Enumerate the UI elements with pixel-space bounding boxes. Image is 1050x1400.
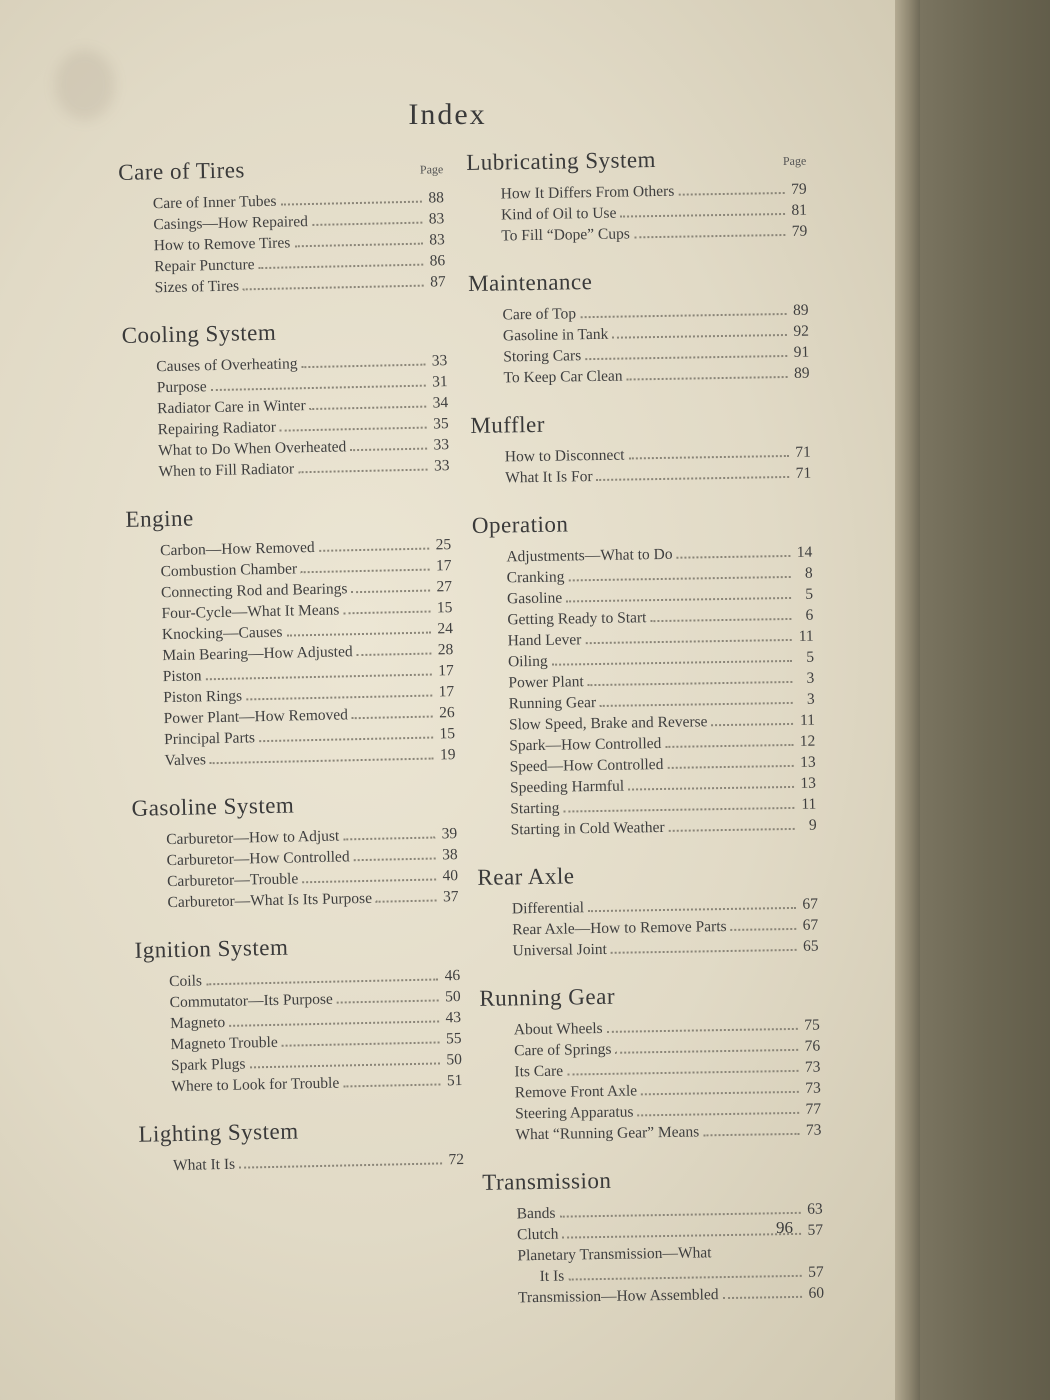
section-header [121, 316, 446, 349]
dot-leader [259, 264, 424, 269]
section-header [479, 981, 819, 1012]
entry-label: Speed—How Controlled [509, 755, 664, 776]
entry-label: Repairing Radiator [157, 418, 277, 439]
entry-label: How It Differs From Others [500, 182, 675, 203]
section-entries [468, 300, 809, 389]
dot-leader [588, 907, 796, 912]
dot-leader [301, 569, 430, 574]
entry-page-number: 60 [808, 1284, 825, 1302]
dot-leader [568, 1275, 801, 1281]
entry-label: About Wheels [513, 1019, 603, 1039]
entry-page-number: 77 [805, 1100, 822, 1118]
entry-page-number: 83 [429, 231, 445, 249]
dot-leader [206, 978, 438, 985]
entry-page-number: 17 [438, 662, 454, 680]
entry-label: To Keep Car Clean [503, 367, 623, 387]
entry-page-number: 87 [429, 273, 446, 291]
entry-label: Carburetor—How Controlled [166, 848, 350, 870]
entry-page-number: 65 [802, 937, 819, 955]
entry-page-number: 12 [799, 732, 816, 750]
entry-page-number: 43 [445, 1009, 462, 1027]
entry-label: Storing Cars [503, 347, 582, 366]
dot-leader [611, 949, 797, 954]
index-section-rear-axle [477, 860, 818, 962]
dot-leader [703, 1133, 799, 1137]
entry-label: Care of Inner Tubes [152, 192, 277, 213]
entry-page-number: 67 [802, 895, 819, 913]
entry-label: What to Do When Overheated [157, 438, 347, 460]
dot-leader [351, 590, 430, 594]
entry-label: Where to Look for Trouble [171, 1074, 340, 1096]
dot-leader [312, 222, 422, 226]
entry-page-number: 9 [808, 816, 817, 834]
entry-label: Care of Springs [514, 1040, 612, 1060]
entry-label: Coils [169, 972, 203, 991]
entry-page-number: 31 [432, 373, 448, 391]
entry-label: Planetary Transmission—What [517, 1244, 712, 1265]
index-entry [503, 363, 809, 389]
entry-label: Repair Puncture [154, 256, 255, 276]
entry-page-number: 88 [428, 189, 445, 207]
entry-label: Spark—How Controlled [509, 735, 662, 755]
entry-page-number: 73 [804, 1058, 821, 1076]
dot-leader [585, 355, 787, 360]
section-entries [139, 1149, 464, 1177]
entry-label: Oiling [507, 652, 548, 671]
section-entries [119, 187, 446, 299]
entry-page-number: 25 [435, 536, 452, 554]
entry-label: Running Gear [508, 694, 597, 713]
section-title: Care of Tires [118, 157, 246, 185]
entry-page-number: 15 [436, 599, 453, 617]
dot-leader [350, 448, 427, 452]
entry-label: Kind of Oil to Use [500, 204, 617, 224]
entry-label: Getting Ready to Start [507, 609, 647, 629]
dot-leader [731, 928, 797, 931]
entry-page-number: 73 [805, 1121, 822, 1139]
dot-leader [298, 469, 427, 474]
entry-label: Steering Apparatus [515, 1103, 634, 1123]
entry-label: Transmission—How Assembled [517, 1286, 719, 1307]
dot-leader [711, 723, 793, 726]
dot-leader [580, 313, 786, 318]
dot-leader [357, 653, 432, 657]
index-entry [511, 815, 817, 841]
index-section-engine [125, 500, 455, 772]
section-title: Running Gear [479, 983, 616, 1011]
index-entry [518, 1283, 824, 1309]
section-header [472, 508, 812, 539]
entry-page-number: 6 [805, 606, 814, 624]
entry-page-number: 17 [435, 557, 452, 575]
book-binding [920, 0, 1050, 1400]
index-entry [517, 1241, 824, 1288]
section-header [134, 931, 459, 964]
entry-page-number: 71 [795, 443, 811, 461]
dot-leader [677, 555, 791, 559]
dot-leader [337, 999, 439, 1003]
entry-page-number: 15 [439, 725, 456, 743]
dot-leader [600, 702, 793, 707]
dot-leader [319, 548, 429, 552]
page-title: Index [408, 98, 487, 131]
section-entries [467, 179, 808, 247]
dot-leader [566, 597, 791, 603]
index-entry [515, 1120, 821, 1146]
entry-label: Commutator—Its Purpose [169, 990, 333, 1012]
entry-page-number: 92 [793, 322, 810, 340]
entry-label: Four-Cycle—What It Means [161, 601, 340, 623]
entry-page-number: 35 [432, 415, 449, 433]
index-section-operation [472, 508, 817, 841]
dot-leader [259, 737, 433, 743]
entry-page-number: 75 [804, 1016, 820, 1034]
index-section-maintenance [468, 266, 810, 389]
index-entry [173, 1149, 464, 1176]
entry-label: Cranking [506, 568, 565, 587]
dot-leader [294, 243, 423, 248]
section-entries [483, 1199, 825, 1309]
dot-leader [588, 681, 793, 686]
entry-page-number: 73 [805, 1079, 821, 1097]
index-column-left [118, 153, 465, 1201]
entry-label: Gasoline in Tank [502, 325, 609, 345]
dot-leader [627, 376, 788, 381]
dot-leader [629, 455, 789, 460]
entry-label: Causes of Overheating [156, 355, 298, 376]
dot-leader [250, 1062, 441, 1068]
dot-leader [376, 899, 437, 902]
entry-label: What “Running Gear” Means [515, 1123, 700, 1144]
cover-edge [895, 0, 920, 1400]
entry-page-number: 63 [807, 1200, 823, 1218]
entry-label: Power Plant [508, 673, 584, 692]
dot-leader [246, 695, 432, 701]
index-section-lubricating-system [466, 145, 807, 247]
entry-page-number: 33 [431, 352, 448, 370]
entry-page-number: 13 [800, 753, 816, 771]
section-header [482, 1165, 822, 1196]
entry-label: What It Is [172, 1155, 236, 1175]
entry-label: Carburetor—Trouble [166, 870, 299, 891]
entry-label: Magneto Trouble [170, 1033, 278, 1054]
entry-label: Main Bearing—How Adjusted [162, 643, 353, 665]
dot-leader [597, 476, 790, 481]
dot-leader [229, 1020, 439, 1026]
dot-leader [281, 201, 422, 206]
dot-leader [352, 716, 433, 720]
dot-leader [607, 1028, 798, 1033]
entry-label: Differential [511, 899, 585, 918]
entry-page-number: 8 [804, 564, 813, 582]
index-section-transmission [482, 1165, 824, 1309]
entry-label: Remove Front Axle [514, 1082, 638, 1102]
entry-label: How to Disconnect [504, 446, 625, 466]
entry-label: Principal Parts [163, 729, 256, 749]
entry-label: Spark Plugs [170, 1055, 246, 1075]
entry-label: Care of Top [502, 305, 577, 324]
entry-page-number: 39 [441, 825, 458, 843]
entry-page-number: 11 [799, 711, 816, 729]
entry-page-number: 19 [439, 746, 456, 764]
dot-leader [280, 427, 427, 432]
entry-label: Casings—How Repaired [153, 213, 309, 234]
section-header [468, 266, 808, 297]
entry-page-number: 50 [444, 988, 461, 1006]
dot-leader [585, 639, 791, 644]
section-entries [126, 534, 456, 772]
section-title: Muffler [470, 411, 546, 438]
index-column-right [466, 145, 825, 1333]
entry-label: Universal Joint [512, 940, 607, 960]
index-entry [505, 463, 811, 489]
dot-leader [552, 660, 792, 666]
dot-leader [302, 878, 436, 883]
section-title: Lubricating System [466, 147, 657, 175]
entry-page-number: 91 [793, 343, 810, 361]
dot-leader [628, 786, 794, 791]
section-header [125, 500, 450, 533]
section-entries [135, 965, 463, 1098]
section-title: Transmission [482, 1167, 612, 1195]
entry-page-number: 83 [428, 210, 445, 228]
entry-page-number: 26 [438, 704, 455, 722]
entry-label: Starting in Cold Weather [510, 818, 665, 839]
entry-label: Sizes of Tires [154, 277, 240, 297]
index-section-cooling-system [121, 316, 449, 483]
entry-label: What It Is For [505, 468, 593, 487]
entry-page-number: 3 [806, 690, 815, 708]
entry-page-number: 33 [433, 436, 450, 454]
dot-leader [615, 1049, 798, 1054]
dot-leader [562, 1233, 801, 1239]
dot-leader [612, 334, 787, 339]
entry-page-number: 72 [448, 1150, 465, 1169]
entry-label: To Fill “Dope” Cups [501, 225, 630, 245]
entry-label: Piston [162, 667, 202, 686]
entry-page-number: 5 [806, 648, 815, 666]
entry-page-number: 27 [436, 578, 453, 596]
entry-label: Its Care [514, 1062, 564, 1081]
dot-leader [678, 192, 784, 196]
entry-page-number: 76 [804, 1037, 821, 1055]
section-title: Ignition System [134, 934, 289, 963]
dot-leader [667, 765, 793, 769]
entry-page-number: 33 [433, 457, 450, 475]
entry-page-number: 17 [438, 683, 455, 701]
entry-label: Piston Rings [163, 687, 243, 707]
page-number: 96 [776, 1218, 793, 1237]
entry-label: Carburetor—How to Adjust [166, 827, 340, 849]
section-entries [480, 1015, 822, 1146]
section-entries [122, 350, 450, 483]
section-title: Maintenance [467, 269, 593, 296]
section-header [118, 153, 443, 186]
dot-leader [239, 1162, 442, 1168]
section-title: Operation [471, 511, 569, 538]
entry-label: Combustion Chamber [160, 560, 298, 581]
page-column-header: Page [419, 162, 444, 177]
section-entries [132, 823, 459, 914]
entry-label: Power Plant—How Removed [163, 706, 349, 728]
section-entries [472, 542, 817, 841]
entry-page-number: 37 [442, 888, 459, 906]
entry-label: Bands [516, 1204, 556, 1223]
entry-page-number: 13 [800, 774, 817, 792]
page-column-header: Page [782, 153, 807, 169]
dot-leader [723, 1296, 802, 1299]
entry-label: Connecting Rod and Bearings [160, 580, 348, 602]
dot-leader [620, 213, 785, 218]
index-section-running-gear [479, 981, 821, 1146]
section-title: Lighting System [138, 1118, 299, 1147]
entry-page-number: 11 [798, 627, 814, 645]
entry-page-number: 86 [429, 252, 446, 270]
entry-label: Rear Axle—How to Remove Parts [512, 918, 727, 939]
section-title: Cooling System [121, 319, 277, 348]
dot-leader [343, 1083, 440, 1087]
section-title: Engine [125, 505, 194, 532]
dot-leader [343, 611, 430, 615]
entry-label: Valves [164, 751, 207, 770]
dot-leader [641, 1091, 799, 1095]
section-header [477, 860, 817, 891]
entry-label: Radiator Care in Winter [157, 397, 306, 418]
entry-page-number: 81 [791, 201, 808, 219]
entry-label: Purpose [156, 378, 207, 397]
entry-label: Knocking—Causes [161, 623, 283, 644]
entry-label: Carburetor—What Is Its Purpose [167, 889, 373, 912]
entry-page-number: 40 [442, 867, 459, 885]
index-section-lighting-system [138, 1115, 464, 1177]
entry-page-number: 57 [807, 1221, 824, 1239]
entry-page-number: 11 [801, 795, 817, 813]
entry-page-number: 57 [808, 1263, 824, 1281]
dot-leader [568, 576, 790, 581]
entry-page-number: 14 [796, 543, 813, 561]
dot-leader [206, 674, 432, 681]
entry-label: Hand Lever [507, 631, 582, 650]
section-header [466, 145, 806, 176]
dot-leader [567, 1070, 798, 1076]
entry-label: When to Fill Radiator [158, 460, 295, 481]
entry-page-number: 50 [446, 1050, 463, 1069]
entry-label: Carbon—How Removed [160, 538, 315, 560]
dot-leader [310, 406, 427, 410]
dot-leader [282, 1041, 440, 1046]
entry-label: How to Remove Tires [153, 234, 291, 255]
dot-leader [287, 632, 431, 637]
entry-page-number: 79 [791, 222, 808, 240]
index-entry [512, 936, 818, 962]
entry-page-number: 3 [806, 669, 815, 687]
section-header [470, 408, 810, 439]
dot-leader [354, 858, 436, 862]
entry-page-number: 24 [437, 620, 454, 638]
entry-page-number: 34 [432, 394, 449, 412]
entry-label: Speeding Harmful [509, 777, 625, 797]
section-header [131, 789, 456, 822]
entry-page-number: 89 [793, 364, 810, 382]
dot-leader [634, 234, 785, 238]
entry-page-number: 79 [791, 180, 807, 198]
entry-page-number: 28 [437, 641, 454, 659]
dot-leader [210, 758, 434, 765]
dot-leader [343, 837, 435, 841]
dot-leader [638, 1112, 800, 1117]
section-entries [478, 894, 819, 962]
section-title: Gasoline System [131, 792, 295, 821]
entry-page-number: 89 [792, 301, 809, 319]
dot-leader [563, 807, 794, 813]
entry-label: Clutch [516, 1225, 559, 1244]
entry-page-number: 38 [441, 846, 458, 864]
dot-leader [302, 364, 426, 369]
entry-page-number: 55 [445, 1030, 462, 1048]
entry-label: Slow Speed, Brake and Reverse [508, 713, 708, 734]
entry-page-number: 67 [802, 916, 819, 934]
index-section-gasoline-system [131, 789, 458, 914]
index-entry [501, 221, 807, 247]
dot-leader [669, 828, 795, 832]
entry-page-number: 46 [444, 967, 461, 985]
dot-leader [560, 1212, 801, 1218]
index-section-ignition-system [134, 931, 462, 1098]
entry-label: Magneto [169, 1013, 226, 1033]
entry-label: Starting [510, 799, 560, 818]
dot-leader [243, 285, 424, 291]
index-section-muffler [470, 408, 811, 489]
entry-page-number: 5 [805, 585, 814, 603]
index-section-care-of-tires [118, 153, 446, 299]
entry-label: Gasoline [506, 589, 563, 608]
dot-leader [650, 618, 791, 622]
section-entries [471, 442, 812, 489]
entry-label-continued: It Is [539, 1267, 565, 1285]
dot-leader [665, 744, 793, 748]
entry-page-number: 71 [795, 464, 812, 482]
section-header [138, 1115, 463, 1148]
entry-page-number: 51 [446, 1071, 463, 1090]
dot-leader [211, 385, 426, 392]
entry-label: Adjustments—What to Do [506, 545, 673, 566]
section-title: Rear Axle [477, 863, 575, 890]
